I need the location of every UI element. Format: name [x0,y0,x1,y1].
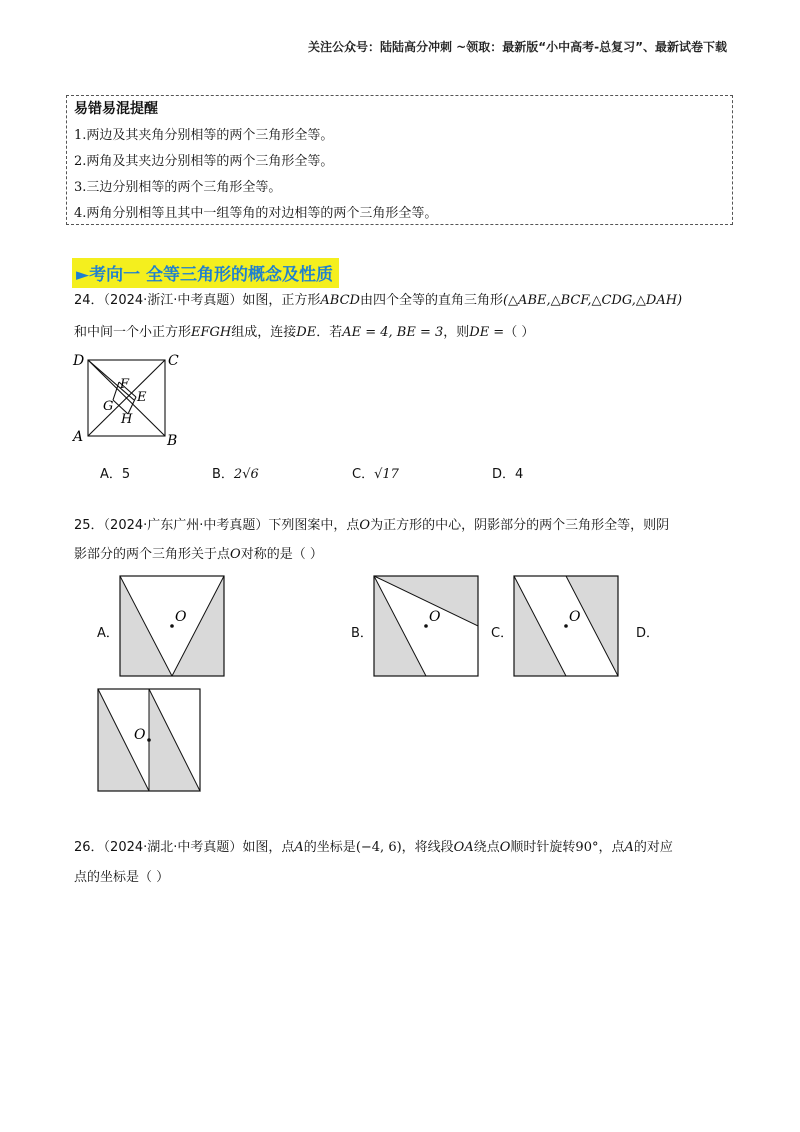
option-key: A． [100,467,122,482]
tip-line-4: 4.两角分别相等且其中一组等角的对边相等的两个三角形全等。 [74,206,438,221]
q25-option-a-label[interactable]: A． [97,626,119,641]
q26-text: 的坐标是 [303,840,356,855]
q24-label-h: H [121,412,133,427]
shaded-triangle [149,689,200,791]
q26-text: 顺时针旋转 [510,840,576,855]
q24-line-1 [74,288,682,314]
q24-text: 和中间一个小正方形 [74,325,192,340]
option-value: 4 [515,467,524,482]
q25-figure-a[interactable] [118,574,226,678]
q24-label-a: A [73,429,84,445]
q25-text: 为正方形的中心，阴影部分的两个三角形全等，则阴 [370,518,670,533]
q24-segment: DE [296,325,317,340]
q24-text: （ ） [504,325,535,340]
q26-text: ，将线段 [401,840,454,855]
label-o: O [429,609,441,625]
option-key: B． [212,467,234,482]
shaded-triangle [514,576,566,676]
page-header: 关注公众号：陆陆高分冲刺 ~领取：最新版“小中高考-总复习”、最新试卷下载 [308,40,727,54]
q25-line-2 [74,542,323,568]
q25-text: 影部分的两个三角形关于点 [74,547,231,562]
q25-point-o: O [230,547,241,562]
q24-option-d[interactable] [492,463,523,482]
section-title: ►考向一 全等三角形的概念及性质 [72,258,339,288]
label-o: O [569,609,581,625]
option-value: 2√6 [233,467,259,482]
q24-option-a[interactable] [100,463,130,482]
q26-line-1 [74,835,673,861]
q24-text: ，则 [443,325,470,340]
option-key: C． [352,467,375,482]
q24-label-c: C [168,353,179,369]
q24-label-b: B [167,433,178,448]
q26-text: 26．（2024·湖北·中考真题）如图，点 [74,840,295,855]
center-dot [147,738,151,742]
shaded-triangle [172,576,224,676]
tip-title: 易错易混提醒 [74,101,158,117]
q24-ask: DE = [469,325,505,340]
option-value: √17 [374,467,399,482]
q24-label-f: F [120,377,130,392]
q24-text: 24．（2024·浙江·中考真题）如图，正方形 [74,293,321,308]
tip-line-1: 1.两边及其夹角分别相等的两个三角形全等。 [74,128,334,143]
center-dot [170,624,174,628]
q25-option-d-label[interactable]: D． [636,626,660,641]
q24-small-square: EFGH [191,325,232,340]
q25-line-1 [74,513,669,539]
q24-text: 组成，连接 [231,325,297,340]
q24-text: ．若 [316,325,343,340]
q26-angle: 90° [575,840,599,855]
q26-text: 绕点 [473,840,500,855]
q25-text: 对称的是（ ） [240,547,323,562]
q24-condition: AE = 4, BE = 3 [342,325,444,340]
q24-option-b[interactable] [212,463,259,482]
q25-figure-c[interactable] [512,574,620,678]
q24-label-d: D [73,353,85,369]
q24-figure [66,348,196,448]
q25-text: 25．（2024·广东广州·中考真题）下列图案中，点 [74,518,360,533]
q26-point-a: A [624,840,634,855]
q26-text: 的对应 [633,840,673,855]
q24-label-e: E [137,390,147,405]
center-dot [424,624,428,628]
q24-square-name: ABCD [320,293,360,308]
tip-line-2: 2.两角及其夹边分别相等的两个三角形全等。 [74,154,334,169]
q26-point-a: A [294,840,304,855]
q26-point-o: O [499,840,511,855]
q26-text: ，点 [598,840,625,855]
q25-option-c-label[interactable]: C． [491,626,514,641]
option-value: 5 [121,467,131,482]
q25-figure-b[interactable] [372,574,480,678]
q25-figure-d[interactable] [96,687,204,793]
q24-label-g: G [103,399,114,414]
q25-point-o: O [359,518,371,533]
tip-line-3: 3.三边分别相等的两个三角形全等。 [74,180,282,195]
label-o: O [175,609,187,625]
shaded-triangle [120,576,172,676]
label-o: O [134,727,146,743]
q24-option-c[interactable] [352,463,399,482]
q26-coordinate: (−4, 6) [355,840,402,855]
q24-line-2 [74,320,534,346]
q24-triangles: (△ABE,△BCF,△CDG,△DAH) [502,293,683,308]
option-key: D． [492,467,516,482]
shaded-triangle [566,576,618,676]
center-dot [564,624,568,628]
q26-segment: OA [453,840,474,855]
q24-text: 由四个全等的直角三角形 [359,293,503,308]
q26-line-2: 点的坐标是（ ） [74,870,170,885]
q25-option-b-label[interactable]: B． [351,626,373,641]
